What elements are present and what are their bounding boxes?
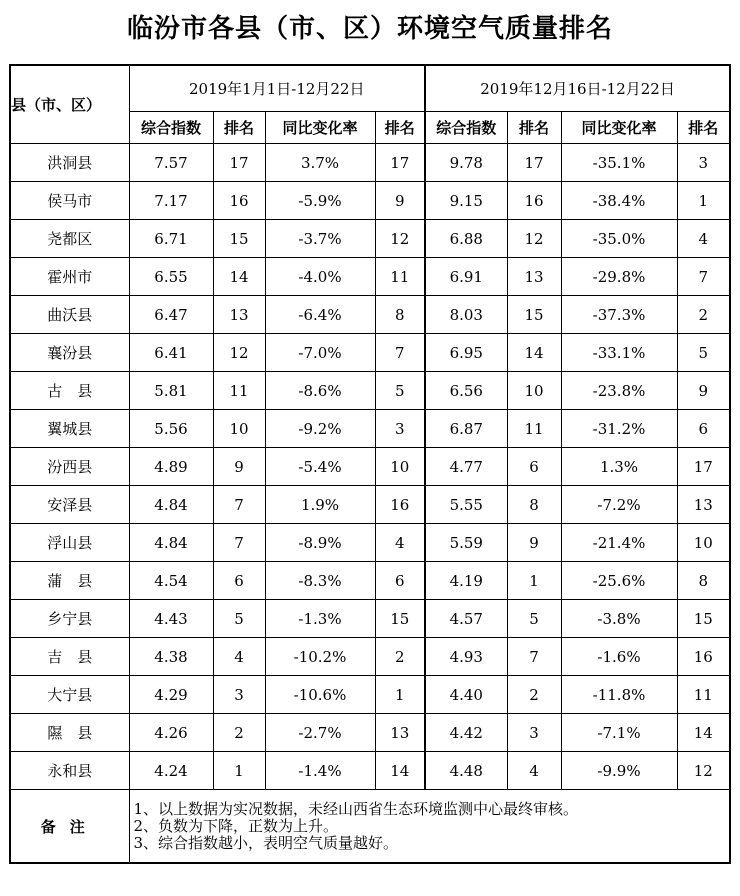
p2-index-cell: 4.48 xyxy=(425,752,507,790)
county-name: 安泽县 xyxy=(10,486,129,524)
p2-change-rank-cell: 5 xyxy=(677,334,730,372)
p1-change-rank-cell: 15 xyxy=(375,600,425,638)
ranking-table xyxy=(9,64,731,864)
p1-change-cell: -1.3% xyxy=(265,600,375,638)
p1-index-header: 综合指数 xyxy=(129,112,213,144)
p1-rank-header: 排名 xyxy=(213,112,265,144)
p2-change-rank-cell: 15 xyxy=(677,600,730,638)
p2-index-cell: 6.56 xyxy=(425,372,507,410)
p2-change-rank-cell: 13 xyxy=(677,486,730,524)
p1-change-cell: 1.9% xyxy=(265,486,375,524)
p1-change-rank-header: 排名 xyxy=(375,112,425,144)
p1-rank-cell: 5 xyxy=(213,600,265,638)
header-row-periods xyxy=(10,65,730,112)
p1-change-rank-cell: 13 xyxy=(375,714,425,752)
p1-change-cell: -6.4% xyxy=(265,296,375,334)
p2-rank-cell: 12 xyxy=(507,220,561,258)
p2-change-cell: -23.8% xyxy=(561,372,677,410)
p2-rank-cell: 15 xyxy=(507,296,561,334)
p2-change-header: 同比变化率 xyxy=(561,112,677,144)
p1-change-cell: -8.9% xyxy=(265,524,375,562)
p1-change-rank-cell: 2 xyxy=(375,638,425,676)
county-name: 汾西县 xyxy=(10,448,129,486)
p1-index-cell: 4.24 xyxy=(129,752,213,790)
p2-rank-cell: 13 xyxy=(507,258,561,296)
county-name: 霍州市 xyxy=(10,258,129,296)
p2-change-rank-cell: 4 xyxy=(677,220,730,258)
p1-rank-cell: 16 xyxy=(213,182,265,220)
p1-index-cell: 4.54 xyxy=(129,562,213,600)
p1-rank-cell: 15 xyxy=(213,220,265,258)
county-name: 古 县 xyxy=(10,372,129,410)
period1-header: 2019年1月1日-12月22日 xyxy=(129,65,425,112)
county-name: 侯马市 xyxy=(10,182,129,220)
p1-rank-cell: 3 xyxy=(213,676,265,714)
p2-index-cell: 6.88 xyxy=(425,220,507,258)
p2-rank-cell: 11 xyxy=(507,410,561,448)
table-row xyxy=(10,752,730,790)
p1-index-cell: 6.47 xyxy=(129,296,213,334)
p2-change-cell: -35.1% xyxy=(561,144,677,182)
p2-change-rank-cell: 12 xyxy=(677,752,730,790)
p1-change-cell: -8.6% xyxy=(265,372,375,410)
p2-change-rank-cell: 8 xyxy=(677,562,730,600)
table-row xyxy=(10,334,730,372)
p2-index-cell: 6.95 xyxy=(425,334,507,372)
p2-rank-cell: 6 xyxy=(507,448,561,486)
p2-change-cell: -38.4% xyxy=(561,182,677,220)
p1-change-cell: -3.7% xyxy=(265,220,375,258)
p2-index-cell: 4.42 xyxy=(425,714,507,752)
table-row xyxy=(10,296,730,334)
p2-index-cell: 4.57 xyxy=(425,600,507,638)
p2-rank-header: 排名 xyxy=(507,112,561,144)
p2-rank-cell: 10 xyxy=(507,372,561,410)
p2-rank-cell: 8 xyxy=(507,486,561,524)
p1-change-cell: -5.4% xyxy=(265,448,375,486)
p2-change-cell: -21.4% xyxy=(561,524,677,562)
note-line: 2、负数为下降，正数为上升。 xyxy=(133,816,339,835)
p1-change-cell: 3.7% xyxy=(265,144,375,182)
p1-index-cell: 4.84 xyxy=(129,524,213,562)
p2-index-cell: 9.78 xyxy=(425,144,507,182)
p1-rank-cell: 12 xyxy=(213,334,265,372)
p1-change-rank-cell: 1 xyxy=(375,676,425,714)
p1-change-rank-cell: 7 xyxy=(375,334,425,372)
p2-index-cell: 4.93 xyxy=(425,638,507,676)
p2-change-rank-cell: 9 xyxy=(677,372,730,410)
county-name: 尧都区 xyxy=(10,220,129,258)
p1-index-cell: 6.41 xyxy=(129,334,213,372)
p1-change-cell: -2.7% xyxy=(265,714,375,752)
p2-change-cell: -25.6% xyxy=(561,562,677,600)
table-row xyxy=(10,410,730,448)
p2-change-rank-cell: 17 xyxy=(677,448,730,486)
period2-header: 2019年12月16日-12月22日 xyxy=(425,65,730,112)
p2-index-cell: 6.91 xyxy=(425,258,507,296)
p2-index-cell: 4.19 xyxy=(425,562,507,600)
p2-change-rank-cell: 14 xyxy=(677,714,730,752)
county-name: 吉 县 xyxy=(10,638,129,676)
p2-change-cell: -1.6% xyxy=(561,638,677,676)
p2-change-cell: -35.0% xyxy=(561,220,677,258)
p1-rank-cell: 4 xyxy=(213,638,265,676)
p1-change-rank-cell: 16 xyxy=(375,486,425,524)
p1-change-rank-cell: 9 xyxy=(375,182,425,220)
p1-change-rank-cell: 12 xyxy=(375,220,425,258)
p1-index-cell: 4.38 xyxy=(129,638,213,676)
p2-change-cell: -3.8% xyxy=(561,600,677,638)
p1-index-cell: 4.26 xyxy=(129,714,213,752)
p2-change-cell: -37.3% xyxy=(561,296,677,334)
p2-rank-cell: 5 xyxy=(507,600,561,638)
p1-index-cell: 4.43 xyxy=(129,600,213,638)
p1-rank-cell: 6 xyxy=(213,562,265,600)
p2-change-cell: -7.2% xyxy=(561,486,677,524)
table-row xyxy=(10,182,730,220)
table-row xyxy=(10,562,730,600)
p2-rank-cell: 9 xyxy=(507,524,561,562)
p1-change-cell: -5.9% xyxy=(265,182,375,220)
p1-change-cell: -8.3% xyxy=(265,562,375,600)
p1-change-rank-cell: 6 xyxy=(375,562,425,600)
table-row xyxy=(10,676,730,714)
p2-rank-cell: 16 xyxy=(507,182,561,220)
p1-rank-cell: 14 xyxy=(213,258,265,296)
table-row xyxy=(10,144,730,182)
table-row xyxy=(10,600,730,638)
p2-index-cell: 8.03 xyxy=(425,296,507,334)
county-name: 隰 县 xyxy=(10,714,129,752)
county-name: 浮山县 xyxy=(10,524,129,562)
p1-index-cell: 6.55 xyxy=(129,258,213,296)
p1-rank-cell: 13 xyxy=(213,296,265,334)
note-line: 3、综合指数越小，表明空气质量越好。 xyxy=(133,833,399,852)
p1-rank-cell: 7 xyxy=(213,524,265,562)
table-row xyxy=(10,524,730,562)
p2-index-cell: 9.15 xyxy=(425,182,507,220)
p1-change-cell: -7.0% xyxy=(265,334,375,372)
p2-change-cell: -31.2% xyxy=(561,410,677,448)
notes-row xyxy=(10,790,730,864)
p2-rank-cell: 2 xyxy=(507,676,561,714)
p1-change-rank-cell: 3 xyxy=(375,410,425,448)
notes-text xyxy=(129,790,730,864)
p1-change-rank-cell: 5 xyxy=(375,372,425,410)
county-name: 襄汾县 xyxy=(10,334,129,372)
p2-change-rank-cell: 3 xyxy=(677,144,730,182)
p2-change-rank-cell: 2 xyxy=(677,296,730,334)
note-line: 1、以上数据为实况数据，未经山西省生态环境监测中心最终审核。 xyxy=(133,799,579,818)
p1-rank-cell: 7 xyxy=(213,486,265,524)
p2-change-cell: -33.1% xyxy=(561,334,677,372)
p1-index-cell: 7.17 xyxy=(129,182,213,220)
p2-change-cell: -11.8% xyxy=(561,676,677,714)
p2-change-rank-cell: 1 xyxy=(677,182,730,220)
p2-rank-cell: 7 xyxy=(507,638,561,676)
p1-change-rank-cell: 4 xyxy=(375,524,425,562)
p1-rank-cell: 10 xyxy=(213,410,265,448)
p2-rank-cell: 3 xyxy=(507,714,561,752)
p2-change-cell: -29.8% xyxy=(561,258,677,296)
p1-rank-cell: 11 xyxy=(213,372,265,410)
county-name: 翼城县 xyxy=(10,410,129,448)
county-name: 蒲 县 xyxy=(10,562,129,600)
p2-index-cell: 5.55 xyxy=(425,486,507,524)
p1-change-cell: -4.0% xyxy=(265,258,375,296)
county-name: 永和县 xyxy=(10,752,129,790)
p1-index-cell: 4.29 xyxy=(129,676,213,714)
p2-rank-cell: 14 xyxy=(507,334,561,372)
notes-label: 备注 xyxy=(10,790,129,864)
p2-rank-cell: 17 xyxy=(507,144,561,182)
p2-rank-cell: 1 xyxy=(507,562,561,600)
p2-change-rank-cell: 16 xyxy=(677,638,730,676)
p2-index-cell: 4.77 xyxy=(425,448,507,486)
p1-rank-cell: 9 xyxy=(213,448,265,486)
p2-change-cell: 1.3% xyxy=(561,448,677,486)
table-row xyxy=(10,486,730,524)
table-row xyxy=(10,220,730,258)
table-row xyxy=(10,448,730,486)
p1-change-rank-cell: 8 xyxy=(375,296,425,334)
table-row xyxy=(10,258,730,296)
p1-change-cell: -9.2% xyxy=(265,410,375,448)
p2-change-rank-cell: 7 xyxy=(677,258,730,296)
page-title: 临汾市各县（市、区）环境空气质量排名 xyxy=(126,14,613,44)
p1-change-rank-cell: 11 xyxy=(375,258,425,296)
p2-index-cell: 6.87 xyxy=(425,410,507,448)
p2-change-rank-cell: 10 xyxy=(677,524,730,562)
p1-rank-cell: 1 xyxy=(213,752,265,790)
p2-change-rank-cell: 6 xyxy=(677,410,730,448)
p2-change-rank-header: 排名 xyxy=(677,112,730,144)
county-name: 乡宁县 xyxy=(10,600,129,638)
p1-change-cell: -1.4% xyxy=(265,752,375,790)
p1-index-cell: 4.89 xyxy=(129,448,213,486)
county-name: 洪洞县 xyxy=(10,144,129,182)
p2-change-rank-cell: 11 xyxy=(677,676,730,714)
p2-change-cell: -7.1% xyxy=(561,714,677,752)
p2-index-header: 综合指数 xyxy=(425,112,507,144)
p2-index-cell: 5.59 xyxy=(425,524,507,562)
table-row xyxy=(10,714,730,752)
p1-index-cell: 5.81 xyxy=(129,372,213,410)
p1-change-rank-cell: 17 xyxy=(375,144,425,182)
p1-change-cell: -10.6% xyxy=(265,676,375,714)
table-row xyxy=(10,372,730,410)
table-row xyxy=(10,638,730,676)
p1-change-header: 同比变化率 xyxy=(265,112,375,144)
p1-index-cell: 4.84 xyxy=(129,486,213,524)
p1-index-cell: 6.71 xyxy=(129,220,213,258)
p1-rank-cell: 17 xyxy=(213,144,265,182)
p1-rank-cell: 2 xyxy=(213,714,265,752)
county-column-header: 县（市、区） xyxy=(10,65,129,144)
county-name: 曲沃县 xyxy=(10,296,129,334)
p2-rank-cell: 4 xyxy=(507,752,561,790)
p1-index-cell: 5.56 xyxy=(129,410,213,448)
p1-change-rank-cell: 14 xyxy=(375,752,425,790)
p2-index-cell: 4.40 xyxy=(425,676,507,714)
p1-change-cell: -10.2% xyxy=(265,638,375,676)
p1-change-rank-cell: 10 xyxy=(375,448,425,486)
county-name: 大宁县 xyxy=(10,676,129,714)
p2-change-cell: -9.9% xyxy=(561,752,677,790)
p1-index-cell: 7.57 xyxy=(129,144,213,182)
